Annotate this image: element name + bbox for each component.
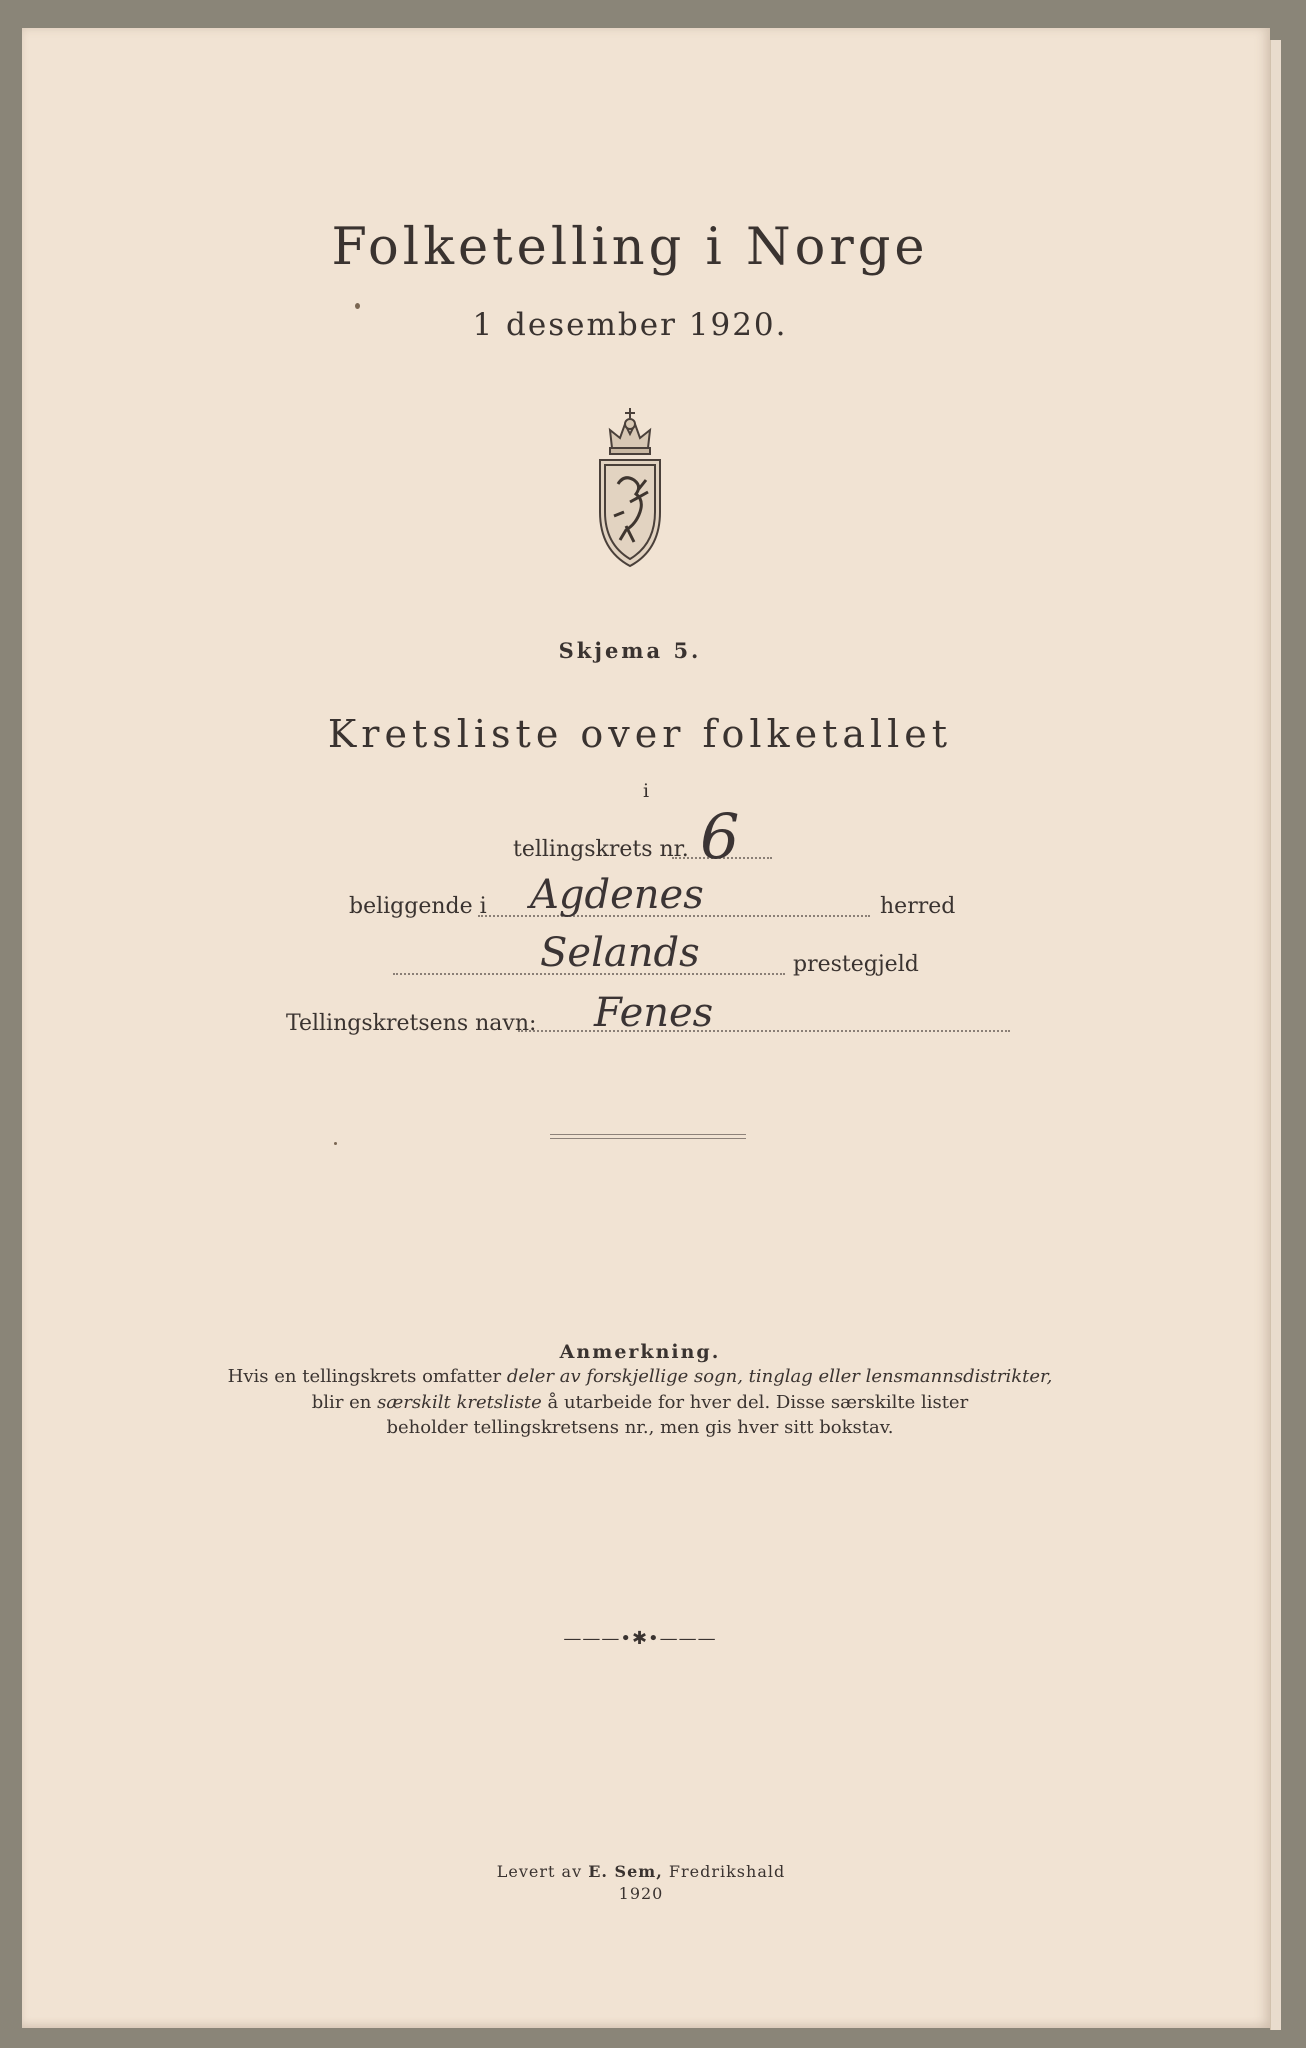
document-title: Folketelling i Norge [331,218,929,277]
section-divider [550,1134,746,1135]
note-line-1 [0,1366,1280,1387]
note-line-2-italic: særskilt kretsliste [377,1392,542,1413]
paper-speck [334,1142,337,1145]
ornament-divider: ———•✱•——— [563,1628,717,1649]
tellingskrets-number: 6 [700,800,740,873]
printer-prefix: Levert av [496,1862,589,1881]
note-title: Anmerkning. [559,1341,721,1363]
note-line-2-text: blir en [311,1392,378,1413]
kretsnavn-value: Fenes [594,990,714,1036]
prestegjeld-label: prestegjeld [793,952,919,977]
printer-year: 1920 [618,1884,664,1903]
note-line-1-text: Hvis en tellingskrets omfatter [227,1366,507,1387]
herred-label: herred [880,894,956,919]
census-date: 1 desember 1920. [472,307,788,343]
connector-text: i [643,780,650,802]
note-line-2-text-end: å utarbeide for hver del. Disse særskilte lister [541,1392,969,1413]
coat-of-arms-icon [590,402,670,572]
form-number: Skjema 5. [558,638,702,663]
paper-speck [355,303,360,309]
prestegjeld-value: Selands [540,930,700,976]
herred-value: Agdenes [530,872,704,918]
note-line-2 [0,1392,1280,1413]
printer-place: Fredrikshald [662,1862,786,1881]
kretsnavn-dotted-line [518,1030,1010,1032]
beliggende-label: beliggende i [349,894,487,919]
form-heading: Kretsliste over folketallet [327,712,953,756]
section-divider-2 [550,1138,746,1139]
printer-name: E. Sem, [588,1862,663,1881]
note-line-1-italic: deler av forskjellige sogn, tinglag eller lensmannsdistrikter, [506,1366,1053,1387]
kretsnavn-label: Tellingskretsens navn: [286,1011,537,1036]
printer-credit [0,1862,1282,1881]
tellingskrets-label: tellingskrets nr. [513,837,689,862]
note-line-3: beholder tellingskretsens nr., men gis hver sitt bokstav. [386,1417,894,1438]
page-edge [1270,40,1281,2030]
